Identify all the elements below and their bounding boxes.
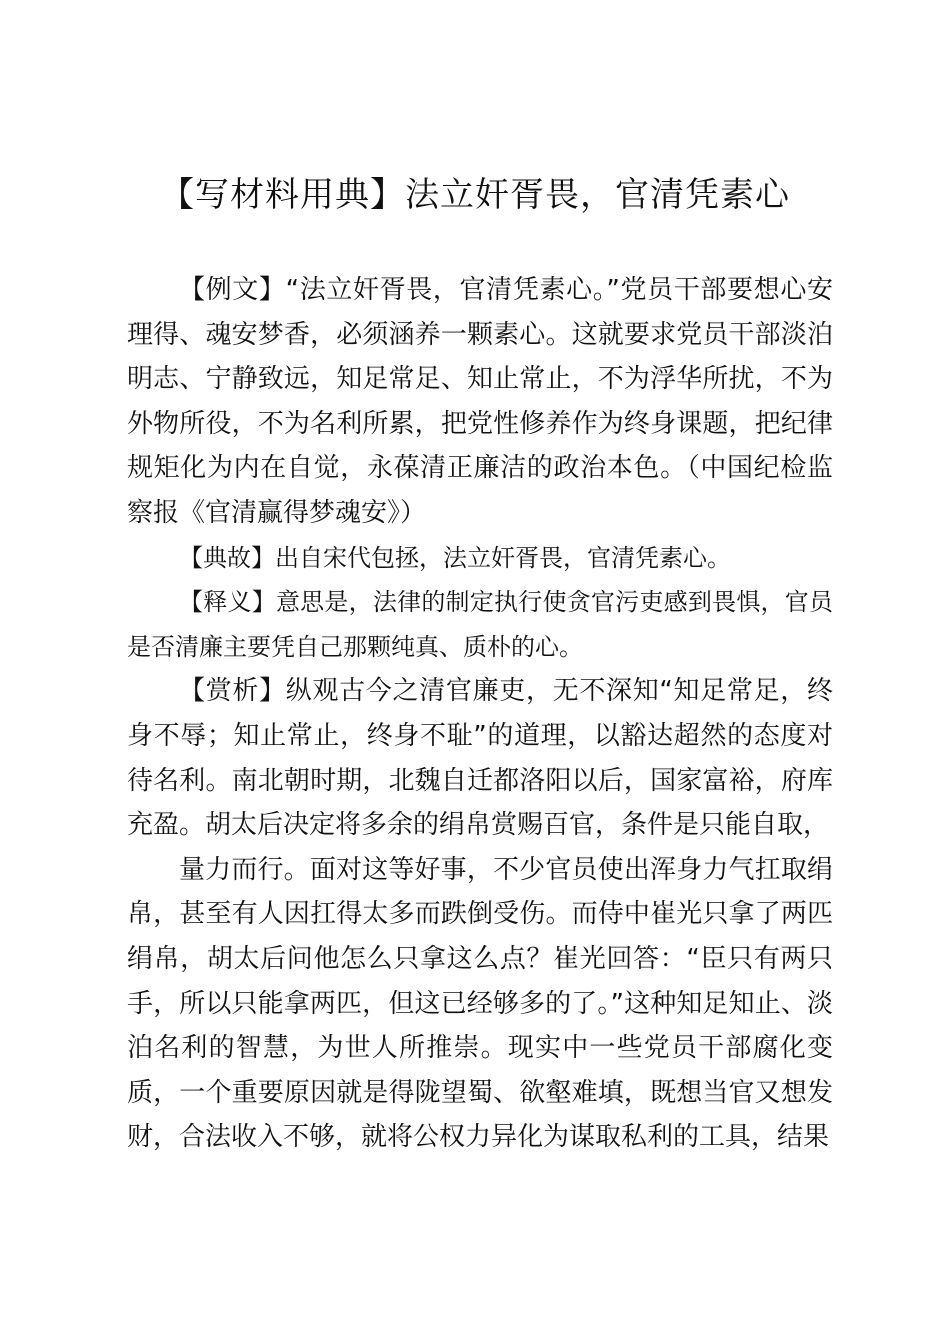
paragraph-tag: 【赏析】 xyxy=(179,676,286,707)
paragraph-text: 出自宋代包拯，法立奸胥畏，官清凭素心。 xyxy=(275,543,731,572)
paragraph-example xyxy=(127,268,833,536)
paragraph-appreciation xyxy=(127,669,833,847)
paragraph-tag: 【例文】 xyxy=(179,275,286,305)
paragraph-allusion xyxy=(127,536,833,581)
paragraph-text: 意思是，法律的制定执行使贪官污吏感到畏惧，官员是否清廉主要凭自己那颗纯真、质朴的心。 xyxy=(127,588,834,661)
paragraph-interpretation xyxy=(127,580,833,669)
paragraph-text: 量力而行。面对这等好事，不少官员使出浑身力气扛取绢帛，甚至有人因扛得太多而跌倒受伤。而侍中崔光只拿了两匹绢帛，胡太后问他怎么只拿这么点？崔光回答：“臣只有两只手，所以只能拿两匹，但这已经够多的了。”这种知足知止、淡泊名利的智慧，为世人所推崇。现实中一些党员干部腐化变质，一个重要原因就是得陇望蜀、欲壑难填，既想当官又想发财，合法收入不够，就将公权力异化为谋取私利的工具，结果 xyxy=(127,854,833,1153)
document-body xyxy=(127,268,833,1160)
document-title: 【写材料用典】法立奸胥畏，官清凭素心 xyxy=(160,175,790,215)
paragraph-tag: 【释义】 xyxy=(179,588,276,617)
paragraph-tag: 【典故】 xyxy=(179,543,275,572)
paragraph-text: “法立奸胥畏，官清凭素心。”党员干部要想心安理得、魂安梦香，必须涵养一颗素心。这就要求党员干部淡泊明志、宁静致远，知足常足、知止常止，不为浮华所扰，不为外物所役，不为名利所累，把党性修养作为终身课题，把纪律规矩化为内在自觉，永葆清正廉洁的政治本色。（中国纪检监察报《官清赢得梦魂安》） xyxy=(127,275,833,528)
paragraph-text: 纵观古今之清官廉吏，无不深知“知足常足，终身不辱；知止常止，终身不耻”的道理，以豁达超然的态度对待名利。南北朝时期，北魏自迁都洛阳以后，国家富裕，府库充盈。胡太后决定将多余的绢帛赏赐百官，条件是只能自取， xyxy=(127,676,833,841)
paragraph-continuation xyxy=(127,848,833,1160)
